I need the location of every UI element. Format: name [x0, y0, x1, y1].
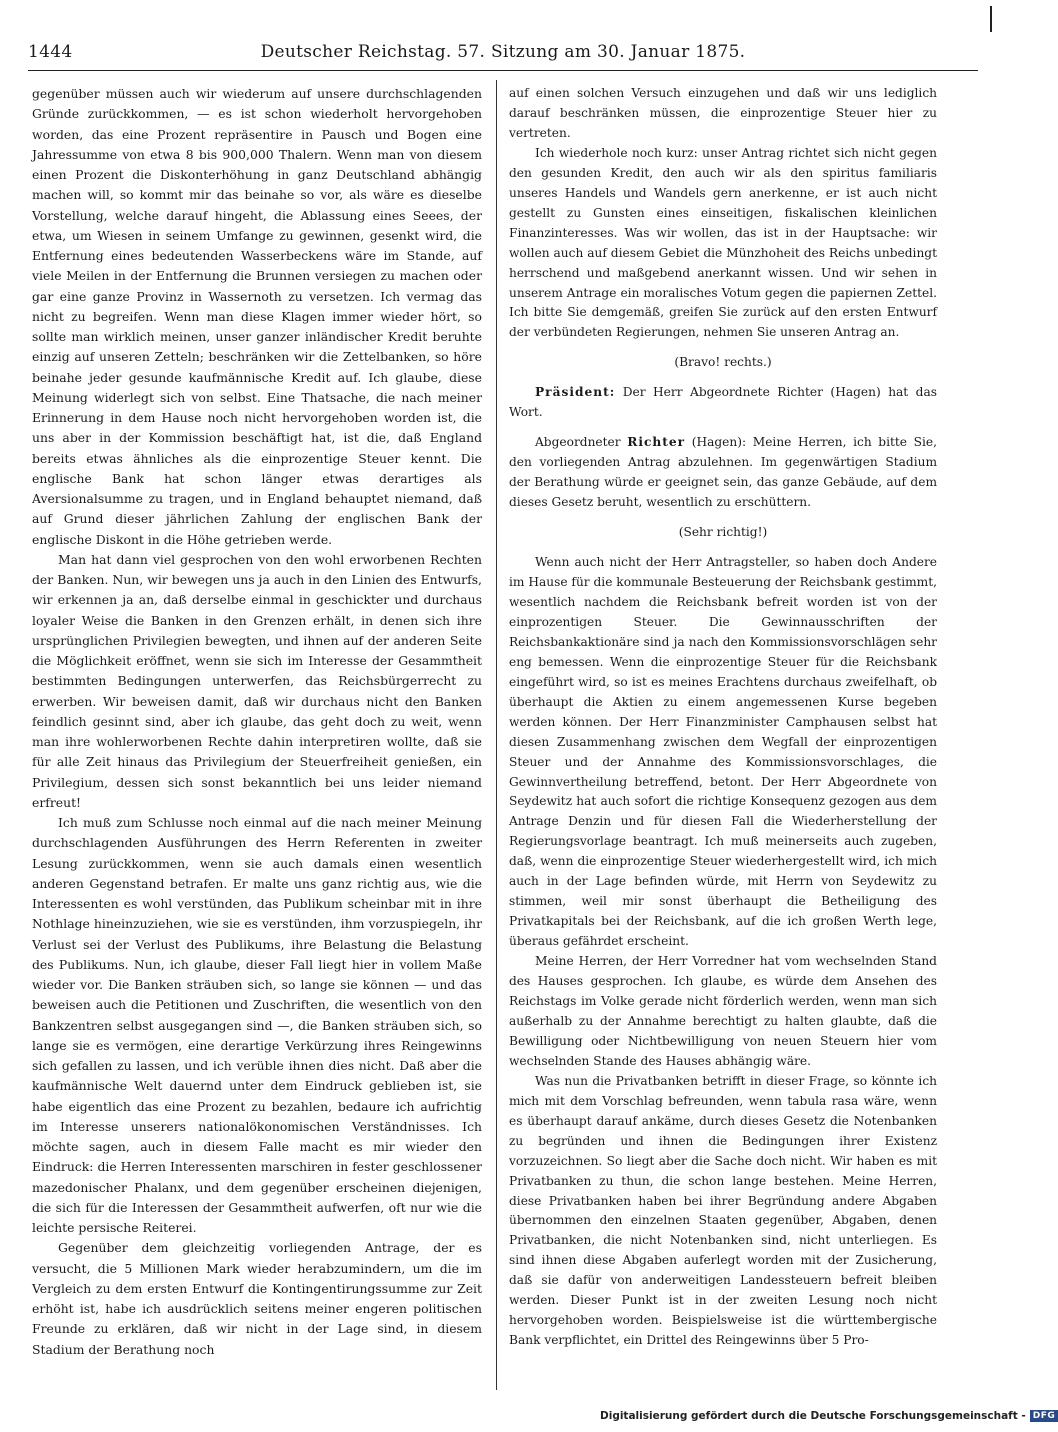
president-label: Präsident:	[535, 385, 616, 400]
interjection-note: (Sehr richtig!)	[678, 525, 768, 540]
paragraph: Gegenüber dem gleichzeitig vorliegenden Antrage, der es versucht, die 5 Millionen Mark wieder herabzumindern, um die im Vergleich zu dem ersten Entwurf die Kontingentirungssumme zur Zeit erhöht ist, habe ich ausdrücklich seitens meiner engeren politischen Freunde zu erklären, daß wir nicht in der Lage sind, in diesem Stadium der Berathung noch	[32, 1240, 482, 1357]
page-title: Deutscher Reichstag. 57. Sitzung am 30. Januar 1875.	[260, 42, 746, 62]
paragraph: Ich wiederhole noch kurz: unser Antrag richtet sich nicht gegen den gesunden Kredit, den auch wir als den spiritus familiaris unseres Handels und Wandels gern anerkenne, er ist auch nicht gestellt zu Gunsten eines einseitigen, fiskalischen kleinlichen Finanzinteresses. Was wir wollen, das ist in der Hauptsache: wir wollen auch auf diesem Gebiet die Münzhoheit des Reichs unbedingt herrschend und maßgebend anerkannt wissen. Und wir sehen in unserem Antrage ein moralisches Votum gegen die papiernen Zettel. Ich bitte Sie demgemäß, greifen Sie zurück auf den ersten Entwurf der verbündeten Regierungen, nehmen Sie unseren Antrag an.	[509, 145, 937, 340]
speaker-paragraph	[509, 433, 937, 513]
column-divider	[496, 80, 497, 1390]
page-header	[28, 40, 978, 66]
page-number: 1444	[28, 42, 73, 62]
paragraph: Man hat dann viel gesprochen von den wohl erworbenen Rechten der Banken. Nun, wir bewegen uns ja auch in den Linien des Entwurfs, wir erkennen ja an, daß derselbe einmal in geschickter und durchaus loyaler Weise die Banken in den Grenzen erhält, in denen sich ihre ursprünglichen Privilegien bewegten, und ihnen auf der anderen Seite die Möglichkeit eröffnet, wenn sie sich im Interesse der Gesammtheit bestimmten Bedingungen unterwerfen, das Reichsbürgerrecht zu erwerben. Wir beweisen damit, daß wir durchaus nicht den Banken feindlich gesinnt sind, aber ich glaube, das geht doch zu weit, wenn man ihre wohlerworbenen Rechte dahin interpretiren wollte, daß sie für alle Zeit hinaus das Privilegium der Steuerfreiheit genießen, ein Privilegium, dessen sich sonst bekanntlich bei uns leider niemand erfreut!	[32, 551, 482, 810]
speaker-text: (Hagen): Meine Herren, ich bitte Sie, den vorliegenden Antrag abzulehnen. Im gegenwärtigen Stadium der Berathung würde er geeignet sein, das ganze Gebäude, auf dem dieses Gesetz beruht, wesentlich zu erschüttern.	[509, 435, 937, 510]
paragraph: Meine Herren, der Herr Vorredner hat vom wechselnden Stand des Hauses gesprochen. Ich glaube, es würde dem Ansehen des Reichstags im Volke gerade nicht förderlich werden, wenn man sich außerhalb zu der Annahme berechtigt zu halten glaubte, daß die Bewilligung oder Nichtbewilligung von neuen Steuern hier vom wechselnden Stande des Hauses abhängig wäre.	[509, 954, 937, 1068]
speaker-prefix: Abgeordneter	[535, 435, 621, 450]
president-paragraph	[509, 383, 937, 423]
president-text: Der Herr Abgeordnete Richter (Hagen) hat das Wort.	[509, 385, 938, 420]
paragraph: gegenüber müssen auch wir wiederum auf unsere durchschlagenden Gründe zurückkommen, — es ist schon wiederholt hervorgehoben worden, das eine Prozent repräsentire in Pausch und Bogen eine Jahressumme von etwa 8 bis 900,000 Thalern. Wenn man von diesem einen Prozent die Diskonterhöhung in ganz Deutschland abhängig machen will, so kommt mir das beinahe so vor, als wäre es dieselbe Vorstellung, welche darauf hingeht, die Ablassung eines Seees, der etwa, um Wiesen in seinem Umfange zu gewinnen, gesenkt wird, die Entfernung eines bedeutenden Wasserbeckens wäre im Stande, auf viele Meilen in der Entfernung die Brunnen versiegen zu machen oder gar eine ganze Provinz in Wassernoth zu versetzen. Ich vermag das nicht zu begreifen. Wenn man diese Klagen immer wieder hört, so sollte man wirklich meinen, unser ganzer inländischer Kredit beruhte einzig auf unseren Zetteln; beschränken wir die Zettelbanken, so höre beinahe jeder gesunde kaufmännische Kredit auf. Ich glaube, diese Meinung widerlegt sich von selbst. Eine Thatsache, die nach meiner Erinnerung in dem Hause noch nicht hervorgehoben worden ist, die uns aber in der Kommission beschäftigt hat, ist die, daß England bereits etwas ähnliches als die einprozentige Steuer kennt. Die englische Bank hat schon länger etwas derartiges als Aversionalsumme zu tragen, und in England behauptet niemand, daß auf Grund dieser jährlichen Zahlung der englischen Bank der englische Diskont in die Höhe getrieben werde.	[32, 86, 482, 547]
dfg-logo: DFG	[1030, 1410, 1058, 1422]
left-column	[32, 84, 482, 1360]
applause-note: (Bravo! rechts.)	[674, 355, 772, 370]
paragraph: Ich muß zum Schlusse noch einmal auf die nach meiner Meinung durchschlagenden Ausführungen des Herrn Referenten in zweiter Lesung zurückkommen, wenn sie auch damals einen wesentlich anderen Gegenstand betrafen. Er malte uns ganz richtig aus, wie die Interessenten es wohl verstünden, das Publikum scheinbar mit in ihre Nothlage hineinzuziehen, wie sie es verstünden, ihm vorzuspiegeln, ihr Verlust sei der Verlust des Publikums, ihre Belastung die Belastung des Publikums. Nun, ich glaube, dieser Fall liegt hier in vollem Maße wieder vor. Die Banken sträuben sich, so lange sie können — und das beweisen auch die Petitionen und Zuschriften, die wesentlich von den Bankzentren selbst ausgegangen sind —, die Banken sträuben sich, so lange sie es vermögen, eine derartige Verkürzung ihres Reingewinns sich gefallen zu lassen, und ich verüble ihnen dies nicht. Daß aber die kaufmännische Welt dauernd unter dem Eindruck geblieben ist, sie habe eigentlich das eine Prozent zu bezahlen, bedaure ich aufrichtig im Interesse unserers nationalökonomischen Verständnisses. Ich möchte sagen, auch in diesem Falle macht es mir wieder den Eindruck: die Herren Interessenten marschiren in fester geschlossener mazedonischer Phalanx, und dem gegenüber erscheinen diejenigen, die sich für die Interessen der Gesammtheit aufwerfen, oft nur wie die leichte persische Reiterei.	[32, 815, 482, 1235]
footer-text: Digitalisierung gefördert durch die Deutsche Forschungsgemeinschaft -	[600, 1410, 1026, 1422]
speaker-name: Richter	[627, 435, 686, 450]
paragraph: Was nun die Privatbanken betrifft in dieser Frage, so könnte ich mich mit dem Vorschlag befreunden, wenn tabula rasa wäre, wenn es überhaupt darauf ankäme, durch dieses Gesetz die Notenbanken zu begründen und ihnen die Bedingungen ihrer Existenz vorzuzeichnen. So liegt aber die Sache doch nicht. Wir haben es mit Privatbanken zu thun, die schon lange bestehen. Meine Herren, diese Privatbanken haben bei ihrer Begründung andere Abgaben übernommen den einzelnen Staaten gegenüber, Abgaben, denen Privatbanken, die nicht Notenbanken sind, nicht unterliegen. Es sind ihnen diese Abgaben auferlegt worden mit der Zusicherung, daß sie dafür von anderweitigen Landessteuern befreit bleiben werden. Dieser Punkt ist in der zweiten Lesung noch nicht hervorgehoben worden. Beispielsweise ist die württembergische Bank verpflichtet, ein Drittel des Reingewinns über 5 Pro-	[509, 1073, 937, 1348]
paragraph: Wenn auch nicht der Herr Antragsteller, so haben doch Andere im Hause für die kommunale Besteuerung der Reichsbank gestimmt, wesentlich nachdem die Reichsbank befreit worden ist von der einprozentigen Steuer. Die Gewinnausschriften der Reichsbankaktionäre sind ja nach den Kommissionsvorschlägen sehr eng bemessen. Wenn die einprozentige Steuer für die Reichsbank eingeführt wird, so ist es meines Erachtens durchaus zweifelhaft, ob überhaupt die Aktien zu einem angemessenen Kurse begeben werden können. Der Herr Finanzminister Camphausen selbst hat diesen Zusammenhang zwischen dem Wegfall der einprozentigen Steuer und der Annahme des Kommissionsvorschlages, die Gewinnvertheilung betreffend, betont. Der Herr Abgeordnete von Seydewitz hat auch sofort die richtige Konsequenz gezogen aus dem Antrage Denzin und für diesen Fall die Wiederherstellung der Regierungsvorlage beantragt. Ich muß meinerseits auch zugeben, daß, wenn die einprozentige Steuer wiederhergestellt wird, ich mich auch in der Lage befinden würde, mit Herrn von Seydewitz zu stimmen, weil mir sonst überhaupt die Betheiligung des Privatkapitals bei der Reichsbank, auf die ich großen Werth lege, überaus gefährdet erscheint.	[509, 555, 937, 949]
right-column	[509, 84, 937, 1351]
paragraph: auf einen solchen Versuch einzugehen und daß wir uns lediglich darauf beschränken müssen, die einprozentige Steuer hier zu vertreten.	[509, 86, 937, 140]
header-divider	[28, 70, 978, 71]
digitization-footer	[600, 1410, 1056, 1426]
edge-mark	[990, 6, 998, 32]
